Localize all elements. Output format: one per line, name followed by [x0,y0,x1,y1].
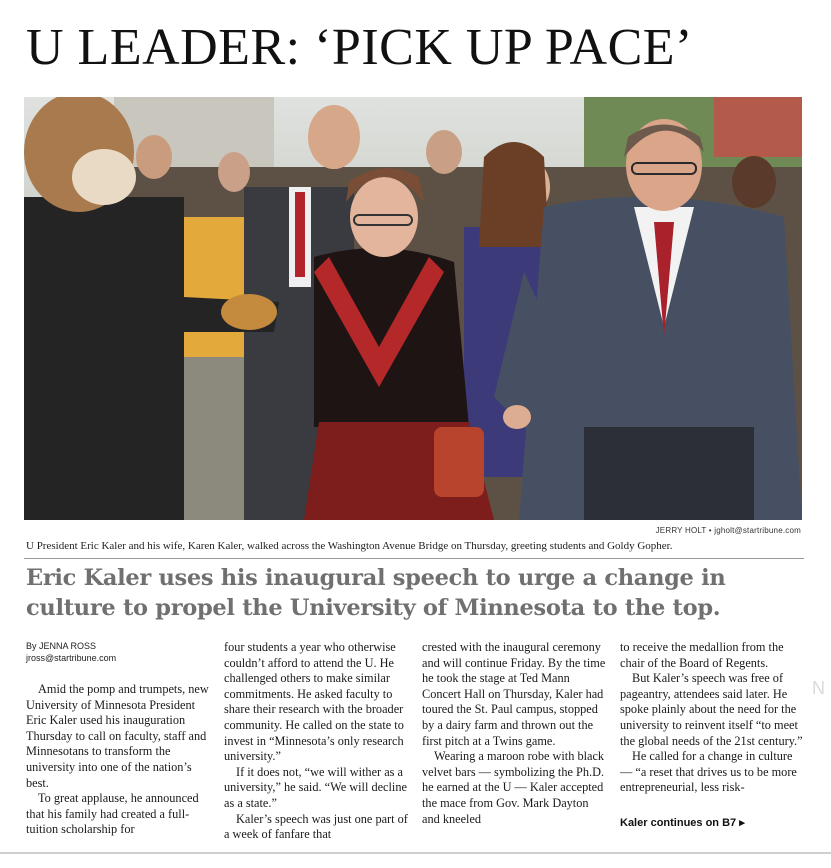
paragraph: Kaler’s speech was just one part of a week of fanfare that [224,811,408,842]
article-column-2 [224,640,408,843]
subheadline [26,563,816,623]
byline-email[interactable]: jross@startribune.com [26,653,117,663]
article-column-4 [620,640,804,796]
paragraph: But Kaler’s speech was free of pageantry, attendees said later. He spoke plainly about the need for the university to reinvent itself “to meet the global needs of the 21st century.” [620,671,803,748]
edge-letter: N [812,678,825,698]
subheadline-line: culture to propel the University of Minnesota to the top. [26,595,721,621]
paragraph: crested with the inaugural ceremony and will continue Friday. By the time he took the stage at Ted Mann Concert Hall on Thursday, Kaler had toured the St. Paul campus, stopped by a dairy farm and thrown out the first pitch at a Twins game. [422,640,606,748]
subheadline-line: Eric Kaler uses his inaugural speech to urge a change in [26,565,726,591]
photo-caption: U President Eric Kaler and his wife, Karen Kaler, walked across the Washington Avenue Bridge on Thursday, greeting students and Goldy Gopher. [26,540,673,552]
headline: U LEADER: ‘PICK UP PACE’ [26,19,693,76]
paragraph: four students a year who otherwise couldn’t afford to attend the U. He challenged others to make similar commitments. He asked faculty to share their research with the broader community. He called on the state to invest in “Minnesota’s only research university.” [224,640,404,764]
paragraph: Wearing a maroon robe with black velvet bars — symbolizing the Ph.D. he earned at the U — Kaler accepted the mace from Gov. Mark Dayton and kneeled [422,749,605,826]
byline-name: By JENNA ROSS [26,641,97,651]
article-column-3 [422,640,606,827]
paragraph: to receive the medallion from the chair of the Board of Regents. [620,640,784,670]
article-column-1 [26,640,210,838]
continuation-link[interactable]: Kaler continues on B7 ▸ [620,817,745,829]
news-photo [24,97,802,520]
paragraph: To great applause, he announced that his family had created a full-tuition scholarship for [26,791,199,837]
paragraph: Amid the pomp and trumpets, new University of Minnesota President Eric Kaler used his inauguration Thursday to call on faculty, staff and Minnesotans to transform the university into one of the nation’s best. [26,682,209,790]
bottom-divider [0,852,831,854]
paragraph: He called for a change in culture — “a reset that drives us to be more entrepreneurial, less risk- [620,749,797,795]
photo-illustration [24,97,802,520]
byline [26,640,210,664]
paragraph: If it does not, “we will wither as a university,” he said. “We will decline as a state.” [224,764,407,810]
photo-credit: JERRY HOLT • jgholt@startribune.com [655,526,801,535]
divider [24,558,804,559]
article-body [26,640,806,840]
